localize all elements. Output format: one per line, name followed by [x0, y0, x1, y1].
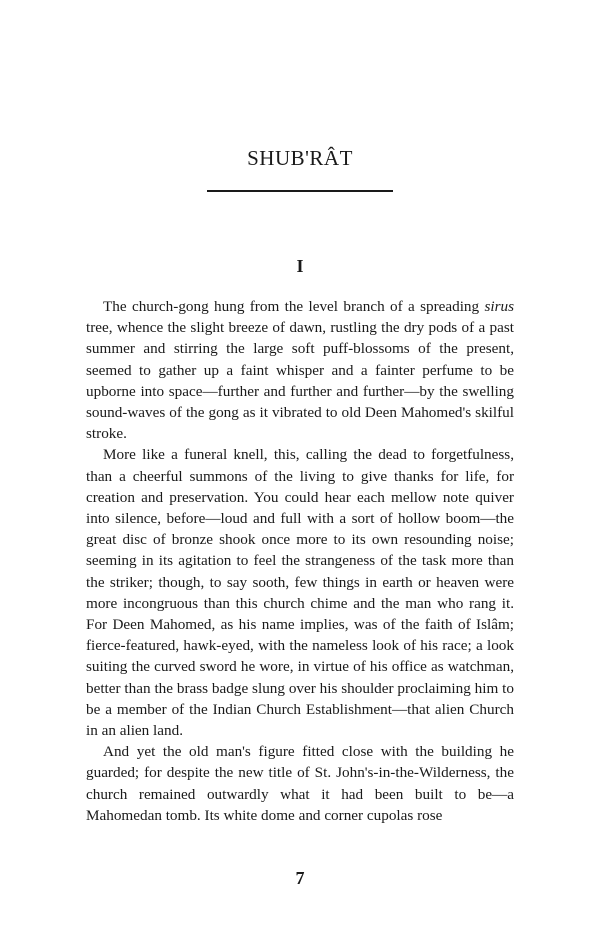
paragraph-2: More like a funeral knell, this, calling the dead to forgetfulness, than a cheerful summons of the living to give thanks for life, for creation and preservation. You could hear each mellow note quiver into silence, before—loud and full with a sort of hollow boom—the great disc of bronze shook once more to its own resounding noise; seeming in its agitation to feel the strangeness of the task more than the striker; though, to say sooth, few things in earth or heaven were more incongruous than this church chime and the man who rang it. For Deen Mahomed, as his name implies, was of the faith of Islâm; fierce-featured, hawk-eyed, with the nameless look of his race; a look suiting the curved sword he wore, in virtue of his office as watchman, better than the brass badge slung over his shoulder proclaiming him to be a member of the Indian Church Establishment—that alien Church in an alien land. [86, 446, 514, 740]
page-number: 7 [295, 868, 305, 888]
body-text [86, 296, 514, 826]
paragraph-1-text-a: The church-gong hung from the level branch of a spreading [103, 298, 485, 315]
paragraph-1 [86, 296, 514, 444]
chapter-title: SHUB'RÂT [247, 146, 353, 170]
section-numeral: I [296, 256, 304, 276]
paragraph-1-italic-term: sirus [484, 298, 514, 315]
paragraph-3: And yet the old man's figure fitted close with the building he guarded; for despite the new title of St. John's-in-the-Wilderness, the church remained outwardly what it had been built to be—a Mahomedan tomb. Its white dome and corner cupolas rose [86, 743, 514, 824]
title-rule [207, 190, 393, 192]
paragraph-1-text-b: tree, whence the slight breeze of dawn, rustling the dry pods of a past summer and stirring the large soft puff-blossoms of the present, seemed to gather up a faint whisper and a fainter perfume to be upborne into space—further and further and further—by the swelling sound-waves of the gong as it vibrated to old Deen Mahomed's skilful stroke. [86, 319, 514, 443]
